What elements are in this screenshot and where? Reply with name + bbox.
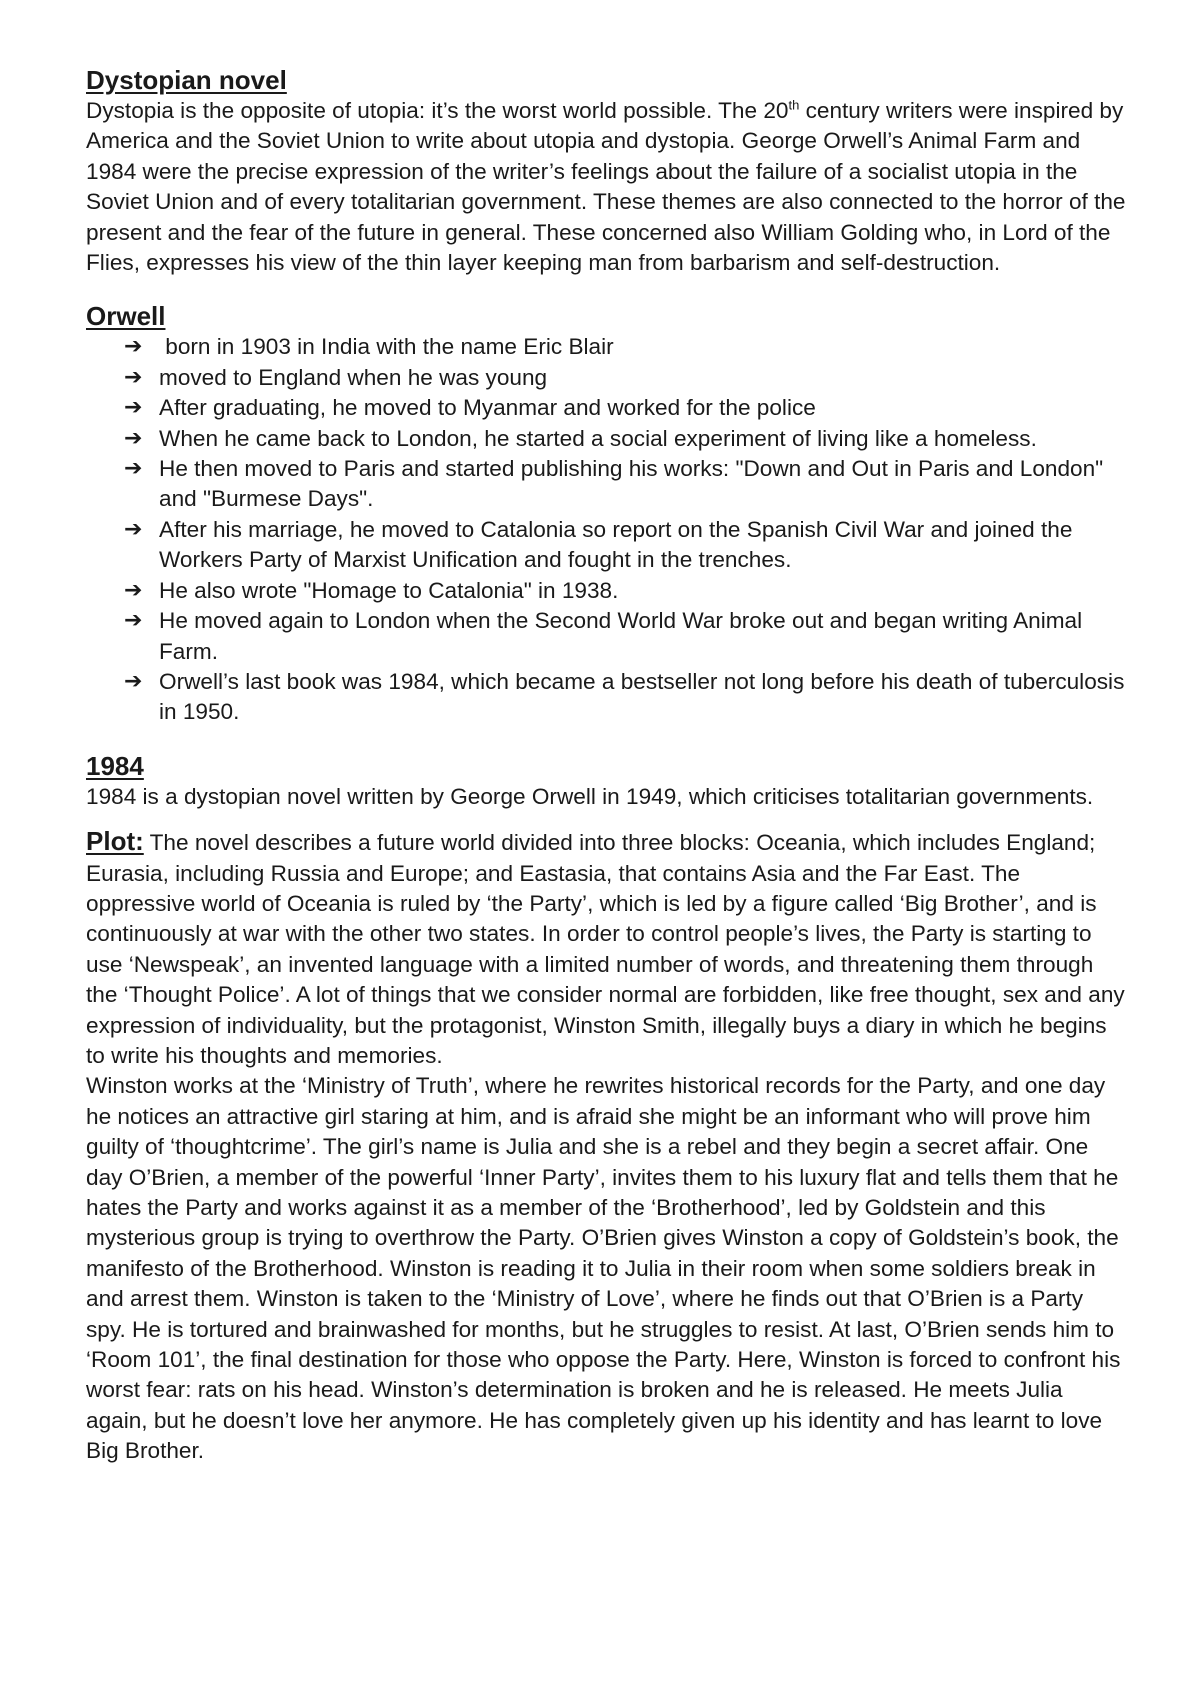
list-item-text: He moved again to London when the Second World War broke out and began writing Animal Farm. [159,608,1083,664]
list-item-text: After graduating, he moved to Myanmar and worked for the police [159,395,816,421]
plot-paragraph [86,826,1126,1071]
arrow-bullet-icon: ➔ [124,334,143,360]
arrow-bullet-icon: ➔ [124,425,143,451]
list-item-text: born in 1903 in India with the name Eric Blair [159,334,614,360]
document-page [86,64,1126,1467]
list-item-text: He also wrote "Homage to Catalonia" in 1938. [159,577,619,603]
plot-label: Plot: [86,826,144,857]
list-item [86,332,1126,362]
arrow-bullet-icon: ➔ [124,395,143,421]
arrow-bullet-icon: ➔ [124,608,143,634]
list-item-text: He then moved to Paris and started publishing his works: "Down and Out in Paris and London" and "Burmese Days". [159,456,1104,512]
list-item-text: After his marriage, he moved to Catalonia so report on the Spanish Civil War and joined the Workers Party of Marxist Unification and fought in the trenches. [159,516,1073,573]
list-item-text: When he came back to London, he started a social experiment of living like a homeless. [159,425,1037,451]
heading-orwell: Orwell [86,301,166,332]
orwell-bullet-list [86,332,1126,727]
plot-text-1: The novel describes a future world divided into three blocks: Oceania, which includes England; Eurasia, including Russia and Europe; and Eastasia, that contains Asia and the Far East. The oppressive world of Oceania is ruled by ‘the Party’, which is led by a figure called ‘Big Brother’, and is continuously at war with the other two states. In order to control people’s lives, the Party is starting to use ‘Newspeak’, an invented language with a limited number of words, and threatening them through the ‘Thought Police’. A lot of things that we consider normal are forbidden, like free thought, sex and any expression of individuality, but the protagonist, Winston Smith, illegally buys a diary in which he begins to write his thoughts and memories. [86,830,1125,1068]
arrow-bullet-icon: ➔ [124,577,143,603]
ordinal-superscript: th [788,97,800,113]
heading-dystopian-novel: Dystopian novel [86,65,287,95]
dystopia-text-start: Dystopia is the opposite of utopia: it’s the worst world possible. The 20 [86,98,789,123]
list-item [86,606,1126,667]
plot-paragraph-2: Winston works at the ‘Ministry of Truth’, where he rewrites historical records for the Party, and one day he notices an attractive girl staring at him, and is afraid she might be an informant who will prove him guilty of ‘thoughtcrime’. The girl’s name is Julia and she is a rebel and they begin a secret affair. One day O’Brien, a member of the powerful ‘Inner Party’, invites them to his luxury flat and tells them that he hates the Party and works against it as a member of the ‘Brotherhood’, led by Goldstein and this mysterious group is trying to overthrow the Party. O’Brien gives Winston a copy of Goldstein’s book, the manifesto of the Brotherhood. Winston is reading it to Julia in their room when some soldiers break in and arrest them. Winston is taken to the ‘Ministry of Love’, where he finds out that O’Brien is a Party spy. He is tortured and brainwashed for months, but he struggles to resist. At last, O’Brien sends him to ‘Room 101’, the final destination for those who oppose the Party. Here, Winston is forced to confront his worst fear: rats on his head. Winston’s determination is broken and he is released. He meets Julia again, but he doesn’t love her anymore. He has completely given up his identity and has learnt to love Big Brother. [86,1073,1121,1464]
arrow-bullet-icon: ➔ [124,456,143,482]
arrow-bullet-icon: ➔ [124,364,143,390]
list-item [86,576,1126,606]
dystopia-paragraph [86,96,1126,278]
list-item [86,363,1126,393]
arrow-bullet-icon: ➔ [124,668,143,694]
list-item [86,667,1126,728]
list-item [86,515,1126,576]
list-item-text: moved to England when he was young [159,364,548,390]
list-item [86,424,1126,454]
intro-1984-paragraph: 1984 is a dystopian novel written by George Orwell in 1949, which criticises totalitarian governments. [86,783,1094,809]
arrow-bullet-icon: ➔ [124,516,143,542]
heading-1984: 1984 [86,750,144,781]
dystopia-text-end: century writers were inspired by America and the Soviet Union to write about utopia and dystopia. George Orwell’s Animal Farm and 1984 were the precise expression of the writer’s feelings about the failure of a socialist utopia in the Soviet Union and of every totalitarian government. These themes are also connected to the horror of the present and the fear of the future in general. These concerned also William Golding who, in Lord of the Flies, expresses his view of the thin layer keeping man from barbarism and self-destruction. [86,98,1126,276]
list-item-text: Orwell’s last book was 1984, which became a bestseller not long before his death of tuberculosis in 1950. [159,668,1125,725]
list-item [86,454,1126,515]
list-item [86,393,1126,423]
